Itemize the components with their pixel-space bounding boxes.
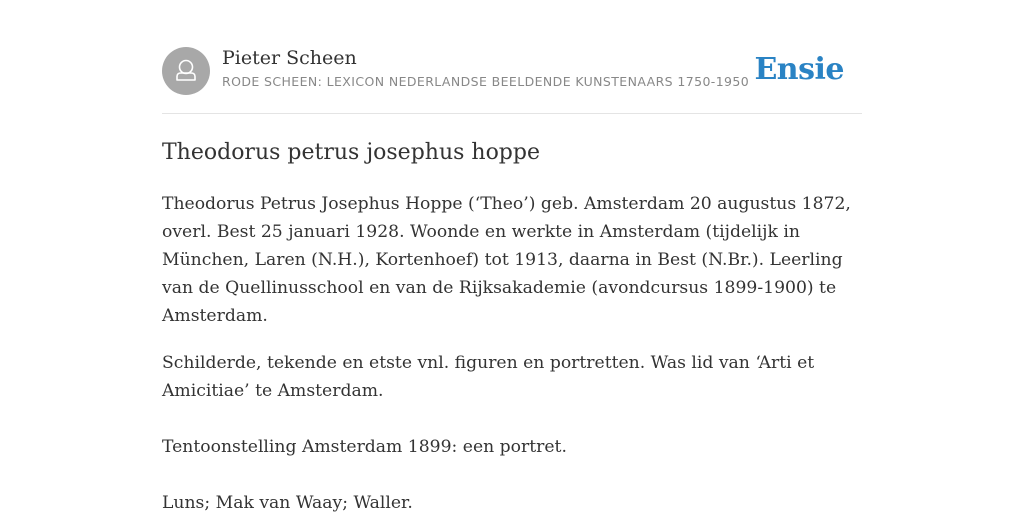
article-body (162, 190, 862, 512)
paragraph: Schilderde, tekende en etste vnl. figuren en portretten. Was lid van ‘Arti et Amicitiae’ te Amsterdam. (162, 353, 815, 401)
avatar[interactable] (162, 47, 210, 95)
divider (162, 113, 862, 114)
site-logo[interactable]: Ensie (754, 52, 844, 87)
source-title[interactable]: RODE SCHEEN: LEXICON NEDERLANDSE BEELDENDE KUNSTENAARS 1750-1950 (222, 74, 750, 89)
paragraph: Theodorus Petrus Josephus Hoppe (‘Theo’) geb. Amsterdam 20 augustus 1872, overl. Best 25 januari 1928. Woonde en werkte in Amsterdam (tijdelijk in München, Laren (N.H.), Kortenhoef) tot 1913, daarna in Best (N.Br.). Leerling van de Quellinusschool en van de Rijksakademie (avondcursus 1899-1900) te Amsterdam. (162, 194, 851, 326)
paragraph: Luns; Mak van Waay; Waller. (162, 493, 413, 512)
user-icon (162, 47, 210, 95)
header (162, 46, 862, 96)
paragraph: Tentoonstelling Amsterdam 1899: een portret. (162, 437, 567, 457)
author-name[interactable]: Pieter Scheen (222, 47, 357, 69)
article-title: Theodorus petrus josephus hoppe (162, 140, 540, 165)
